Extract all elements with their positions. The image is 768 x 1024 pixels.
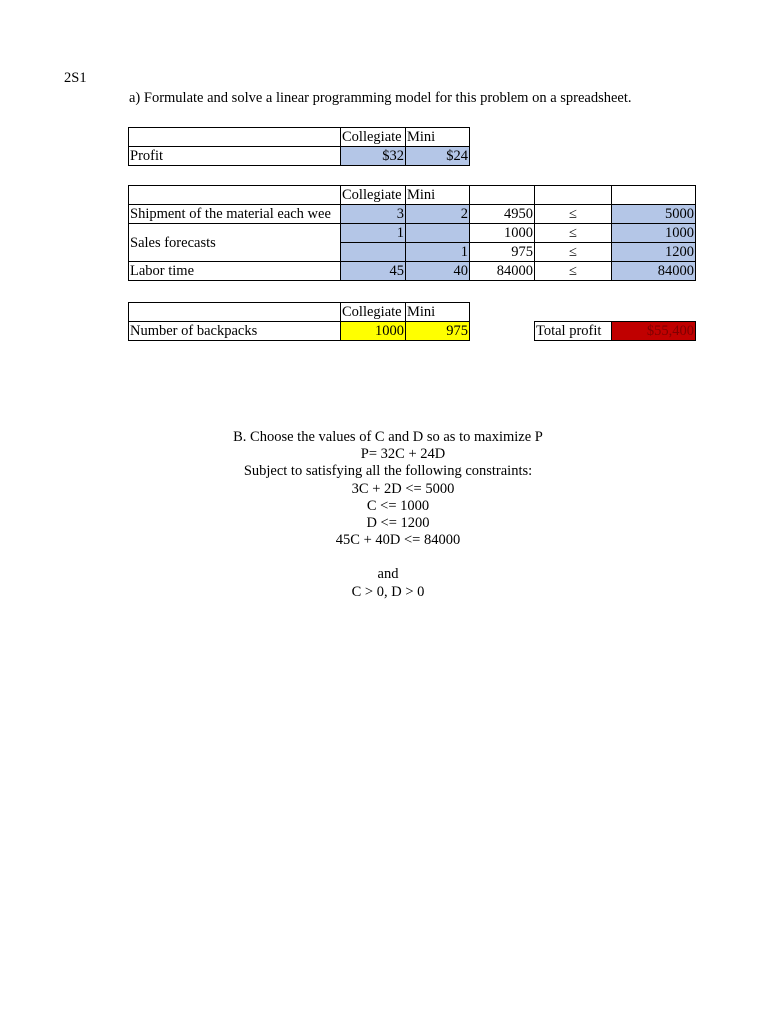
row-label-shipment[interactable]: Shipment of the material each wee <box>129 205 341 224</box>
empty-cell <box>535 303 612 322</box>
total-profit-label[interactable]: Total profit <box>535 322 612 341</box>
constraints-intro: Subject to satisfying all the following constraints: <box>243 463 533 480</box>
column-header-mini[interactable]: Mini <box>406 186 470 205</box>
column-header-collegiate[interactable]: Collegiate <box>341 186 406 205</box>
table-header-row <box>129 128 470 147</box>
profit-mini-cell[interactable]: $24 <box>406 147 470 166</box>
available-cell[interactable]: 5000 <box>612 205 696 224</box>
decision-table <box>128 302 696 341</box>
less-equal-sign[interactable]: ≤ <box>535 224 612 243</box>
column-header-collegiate[interactable]: Collegiate <box>341 128 406 147</box>
column-header-mini[interactable]: Mini <box>406 128 470 147</box>
sheet-title: 2S1 <box>64 70 87 86</box>
constraint-line: 3C + 2D <= 5000 <box>351 480 455 497</box>
empty-cell <box>612 303 696 322</box>
part-b-formulation <box>0 429 768 601</box>
coef-mini-cell[interactable]: 1 <box>406 243 470 262</box>
table-row <box>129 147 470 166</box>
empty-cell <box>470 322 535 341</box>
used-cell[interactable]: 4950 <box>470 205 535 224</box>
constraint-line: 45C + 40D <= 84000 <box>335 532 461 549</box>
table-cell[interactable] <box>612 186 696 205</box>
coef-collegiate-cell[interactable]: 45 <box>341 262 406 281</box>
table-cell[interactable] <box>129 128 341 147</box>
blank-line <box>0 549 768 566</box>
available-cell[interactable]: 1200 <box>612 243 696 262</box>
total-profit-cell[interactable]: $55,400 <box>612 322 696 341</box>
available-cell[interactable]: 84000 <box>612 262 696 281</box>
part-a-heading: a) Formulate and solve a linear programming model for this problem on a spreadsheet. <box>129 90 632 106</box>
row-label-number-of-backpacks[interactable]: Number of backpacks <box>129 322 341 341</box>
coef-collegiate-cell[interactable]: 3 <box>341 205 406 224</box>
row-label-labor-time[interactable]: Labor time <box>129 262 341 281</box>
table-row <box>129 262 696 281</box>
and-text: and <box>377 566 399 583</box>
table-row <box>129 205 696 224</box>
available-cell[interactable]: 1000 <box>612 224 696 243</box>
table-cell[interactable] <box>470 186 535 205</box>
less-equal-sign[interactable]: ≤ <box>535 205 612 224</box>
table-row <box>129 224 696 243</box>
coef-mini-cell[interactable]: 40 <box>406 262 470 281</box>
profit-table <box>128 127 470 166</box>
coef-mini-cell[interactable] <box>406 224 470 243</box>
column-header-mini[interactable]: Mini <box>406 303 470 322</box>
column-header-collegiate[interactable]: Collegiate <box>341 303 406 322</box>
table-header-row <box>129 186 696 205</box>
used-cell[interactable]: 1000 <box>470 224 535 243</box>
coef-collegiate-cell[interactable]: 1 <box>341 224 406 243</box>
table-cell[interactable] <box>535 186 612 205</box>
coef-mini-cell[interactable]: 2 <box>406 205 470 224</box>
row-label-profit[interactable]: Profit <box>129 147 341 166</box>
less-equal-sign[interactable]: ≤ <box>535 262 612 281</box>
backpacks-mini-cell[interactable]: 975 <box>406 322 470 341</box>
used-cell[interactable]: 975 <box>470 243 535 262</box>
objective-function: P= 32C + 24D <box>360 446 446 463</box>
nonnegativity-constraint: C > 0, D > 0 <box>351 583 425 600</box>
empty-cell <box>470 303 535 322</box>
part-b-heading: B. Choose the values of C and D so as to maximize P <box>233 429 543 445</box>
constraints-table <box>128 185 696 281</box>
backpacks-collegiate-cell[interactable]: 1000 <box>341 322 406 341</box>
constraint-line: D <= 1200 <box>366 515 430 532</box>
table-cell[interactable] <box>129 186 341 205</box>
coef-collegiate-cell[interactable] <box>341 243 406 262</box>
used-cell[interactable]: 84000 <box>470 262 535 281</box>
table-cell[interactable] <box>129 303 341 322</box>
less-equal-sign[interactable]: ≤ <box>535 243 612 262</box>
constraint-line: C <= 1000 <box>366 497 430 514</box>
row-label-sales-forecasts[interactable]: Sales forecasts <box>129 224 341 262</box>
profit-collegiate-cell[interactable]: $32 <box>341 147 406 166</box>
table-header-row <box>129 303 696 322</box>
table-row <box>129 322 696 341</box>
